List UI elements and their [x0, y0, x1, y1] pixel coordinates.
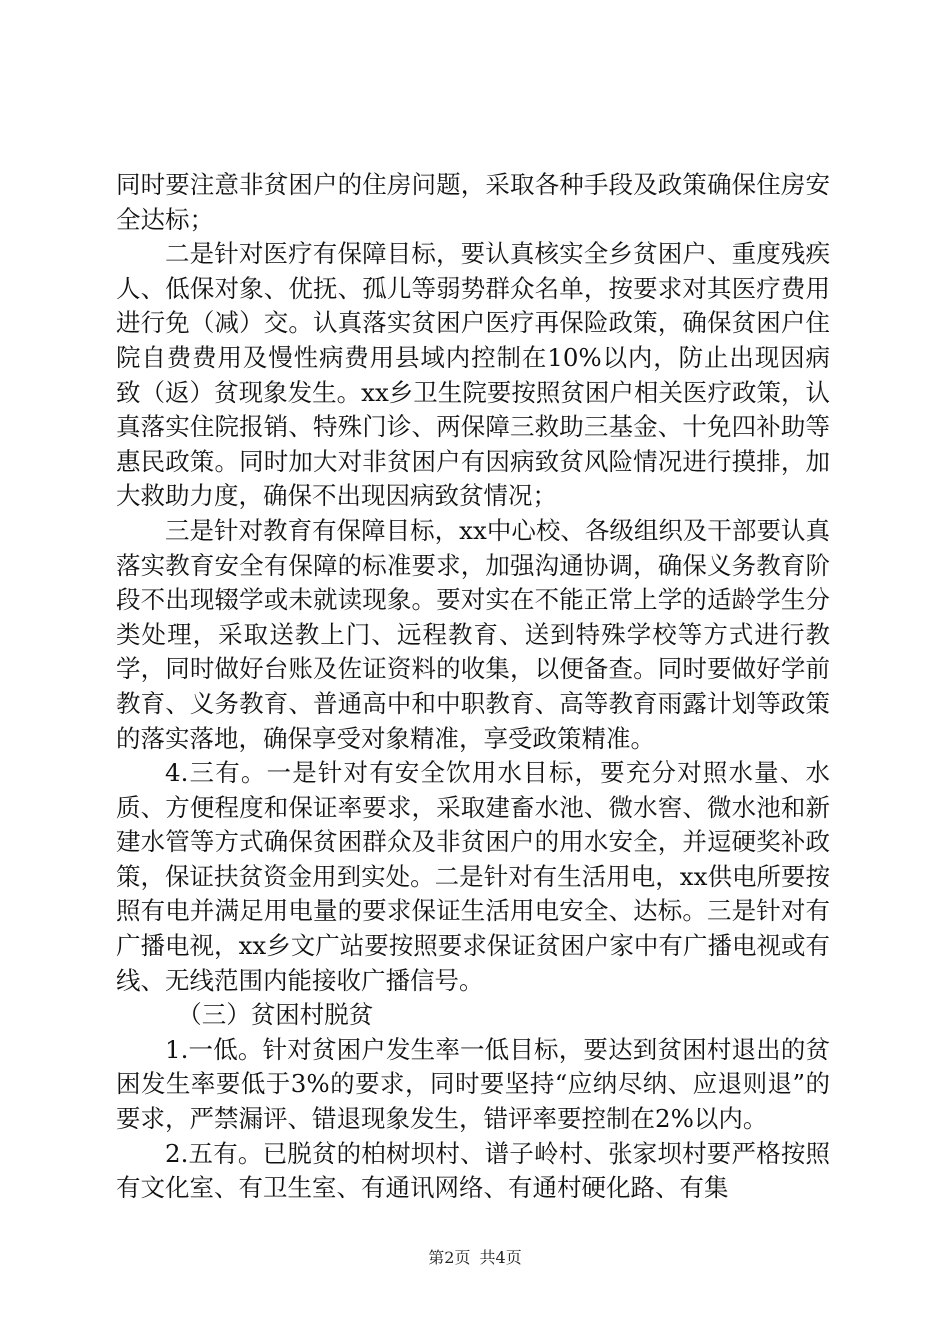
paragraph-one-low: 1.一低。针对贫困户发生率一低目标，要达到贫困村退出的贫困发生率要低于3%的要求，同时要坚持“应纳尽纳、应退则退”的要求，严禁漏评、错退现象发生，错评率要控制在2%以内。: [116, 1034, 830, 1134]
document-body: [116, 168, 830, 1206]
paragraph-education-guarantee: 三是针对教育有保障目标，xx中心校、各级组织及干部要认真落实教育安全有保障的标准要求，加强沟通协调，确保义务教育阶段不出现辍学或未就读现象。要对实在不能正常上学的适龄学生分类处理，采取送教上门、远程教育、送到特殊学校等方式进行教学，同时做好台账及佐证资料的收集，以便备查。同时要做好学前教育、义务教育、普通高中和中职教育、高等教育雨露计划等政策的落实落地，确保享受对象精准，享受政策精准。: [116, 515, 830, 753]
paragraph-three-haves: 4.三有。一是针对有安全饮用水目标，要充分对照水量、水质、方便程度和保证率要求，采取建畜水池、微水窖、微水池和新建水管等方式确保贫困群众及非贫困户的用水安全，并逗硬奖补政策，保证扶贫资金用到实处。二是针对有生活用电，xx供电所要按照有电并满足用电量的要求保证生活用电安全、达标。三是针对有广播电视，xx乡文广站要按照要求保证贫困户家中有广播电视或有线、无线范围内能接收广播信号。: [116, 758, 830, 995]
section-heading-poor-village: （三）贫困村脱贫: [177, 1000, 374, 1030]
paragraph-medical-guarantee: 二是针对医疗有保障目标，要认真核实全乡贫困户、重度残疾人、低保对象、优抚、孤儿等弱势群众名单，按要求对其医疗费用进行免（减）交。认真落实贫困户医疗再保险政策，确保贫困户住院自费费用及慢性病费用县域内控制在10%以内，防止出现因病致（返）贫现象发生。xx乡卫生院要按照贫困户相关医疗政策，认真落实住院报销、特殊门诊、两保障三救助三基金、十免四补助等惠民政策。同时加大对非贫困户有因病致贫风险情况进行摸排，加大救助力度，确保不出现因病致贫情况；: [116, 239, 830, 511]
page-footer: [0, 1245, 950, 1268]
page-total: 共4页: [479, 1248, 522, 1267]
paragraph-five-haves: 2.五有。已脱贫的柏树坝村、谱子岭村、张家坝村要严格按照有文化室、有卫生室、有通讯网络、有通村硬化路、有集: [116, 1138, 830, 1203]
paragraph-housing-safety: 同时要注意非贫困户的住房问题，采取各种手段及政策确保住房安全达标；: [116, 170, 830, 234]
page-number: 第2页: [428, 1248, 471, 1267]
